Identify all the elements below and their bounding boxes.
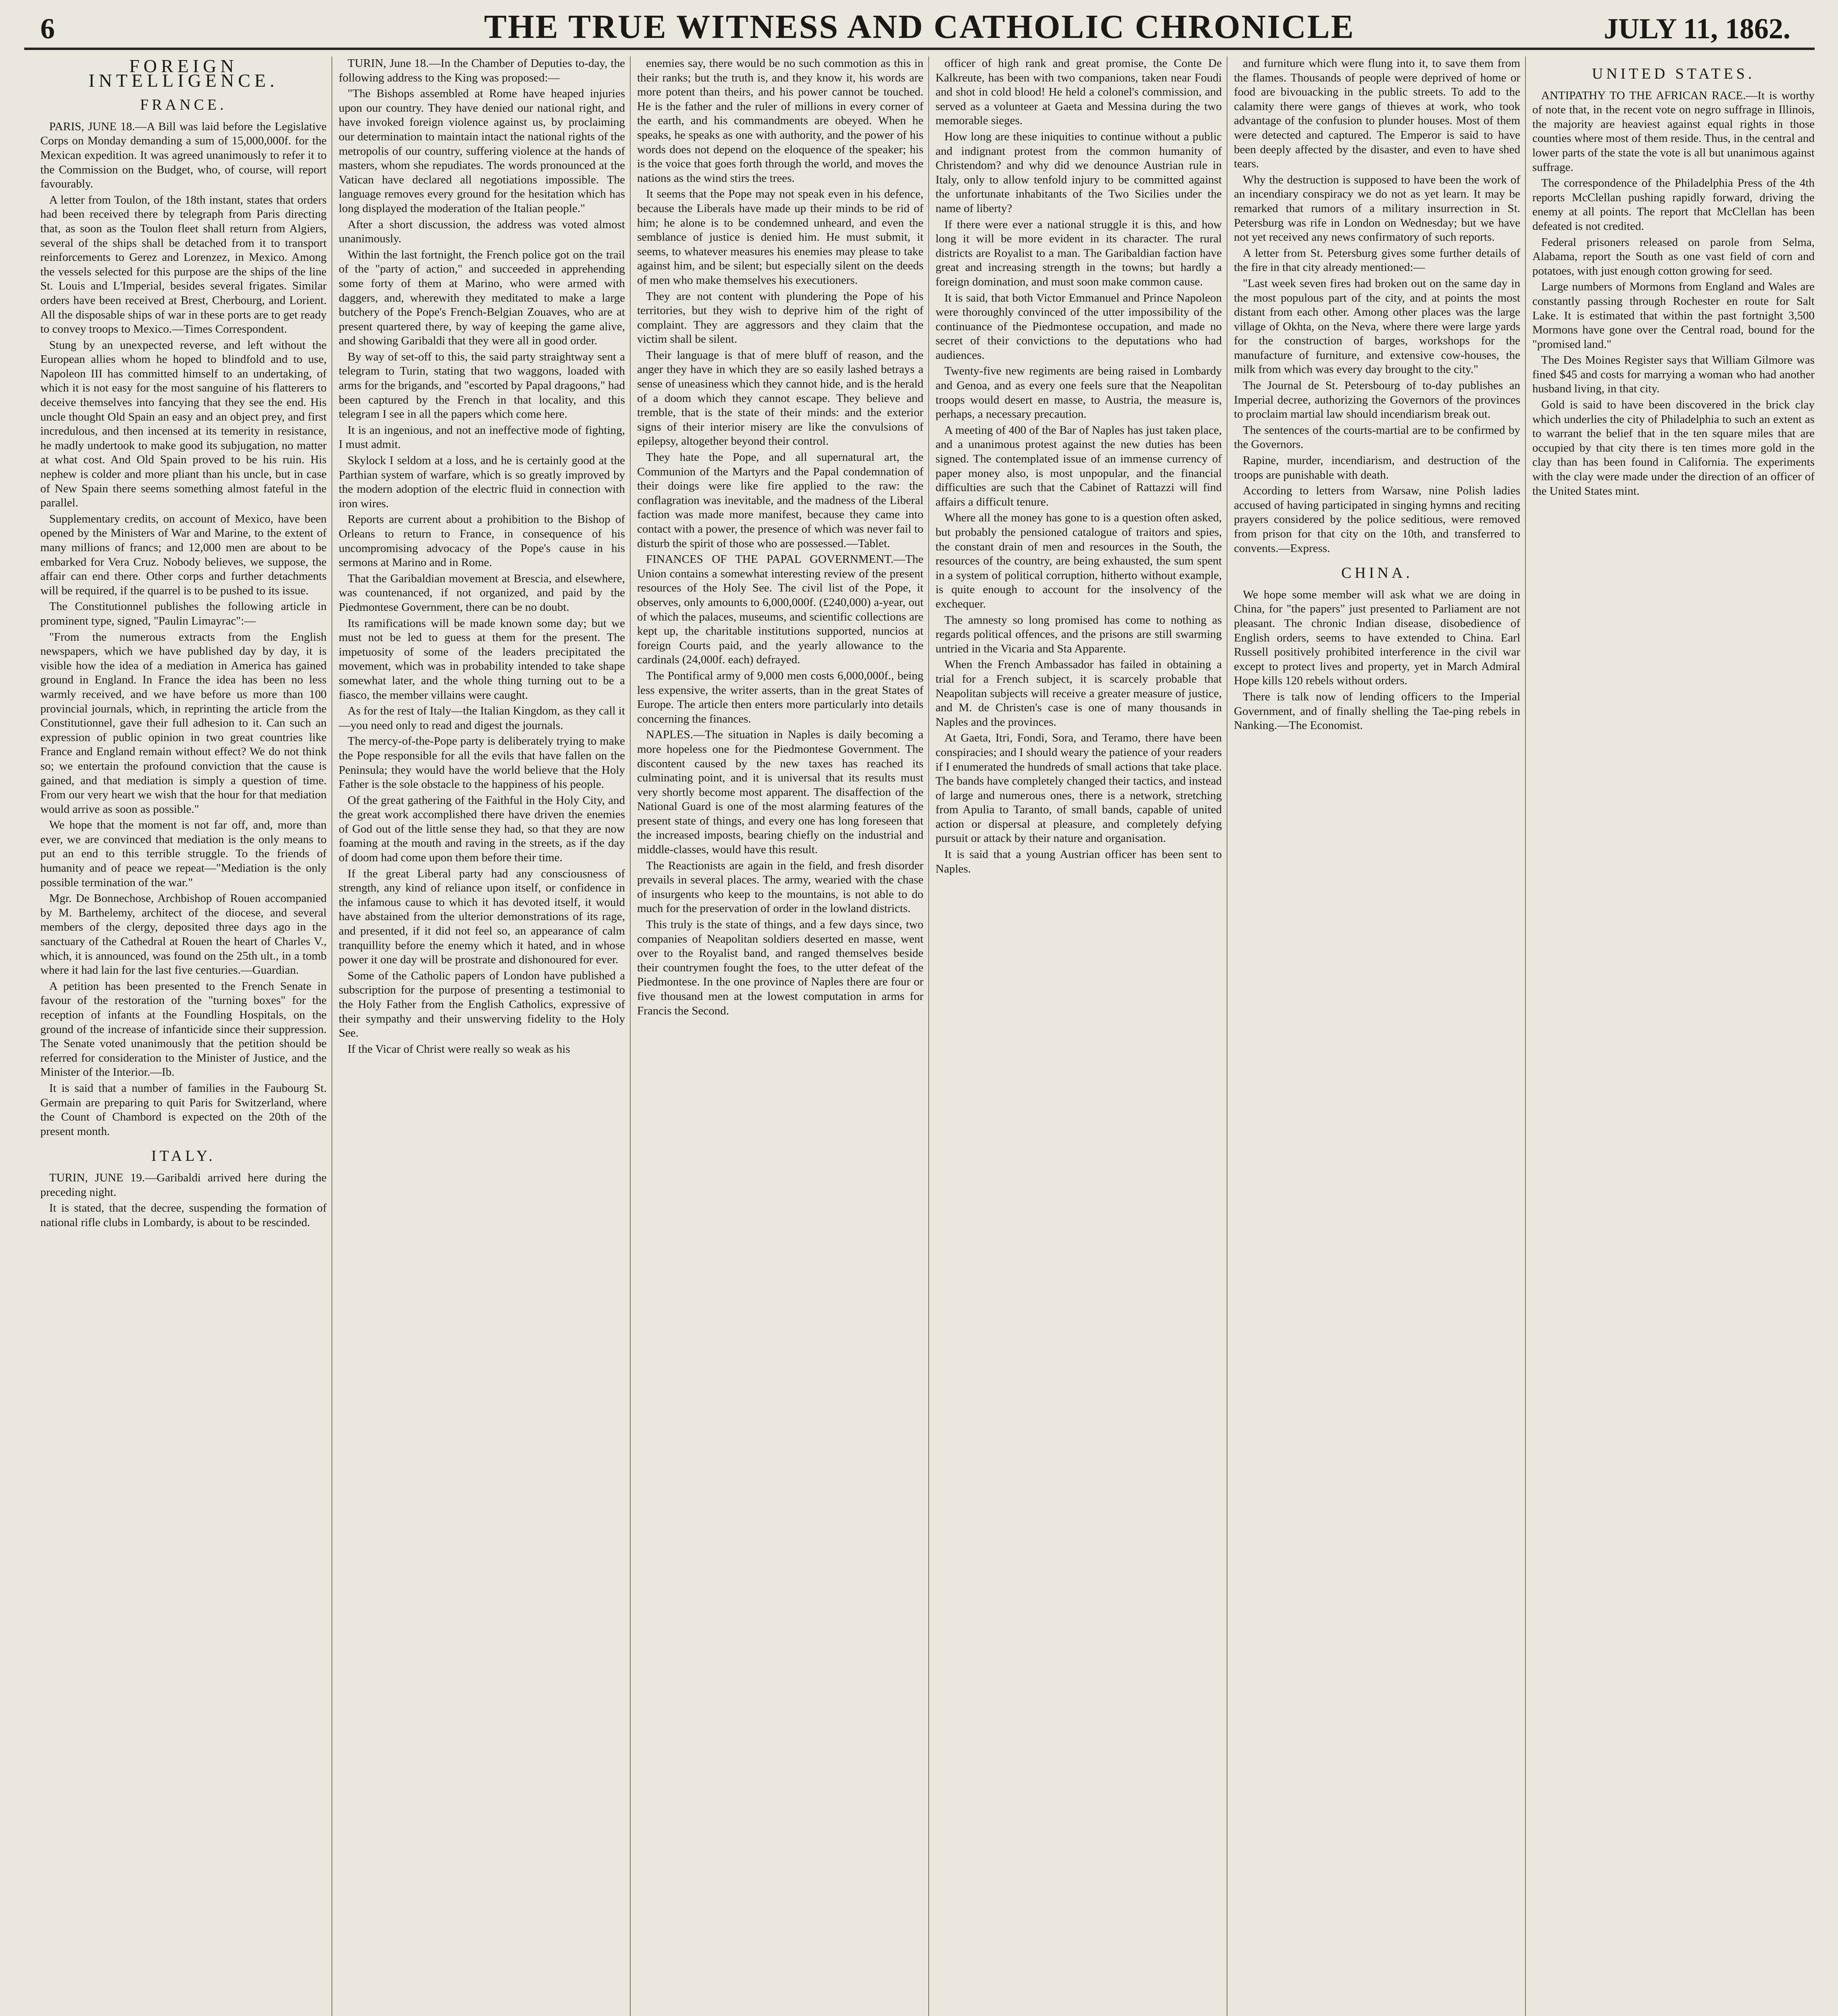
article-paragraph: "Last week seven fires had broken out on the same day in the most populous part of the city, and at points the most distant from each other. Among other places was the large village of Okhta, on the Neva, where there were large yards for the construction of barges, workshops for the manufacture of furniture, and extensive cow-houses, the milk from which was every day brought to the city." <box>1234 277 1520 376</box>
article-paragraph: It seems that the Pope may not speak even in his defence, because the Liberals have made up their minds to be rid of him; he alone is to be condemned unheard, and even the semblance of justice is denied him. He must submit, it seems, to whatever measures his enemies may please to take against him, and be silent; but especially silent on the deeds of men who make themselves his executioners. <box>637 187 923 287</box>
masthead <box>24 4 1815 48</box>
article-paragraph: Federal prisoners released on parole from Selma, Alabama, report the South as one vast field of corn and potatoes, with just enough cotton growing for seed. <box>1532 235 1815 277</box>
article-paragraph: "The Bishops assembled at Rome have heaped injuries upon our country. They have denied our national right, and have invoked foreign violence against us, by proclaiming our determination to maintain intact the national rights of the metropolis of our country, suffering violence at the hands of masters, whom she repudiates. The words pronounced at the Vatican have declared all negotiations impossible. The language removes every ground for the hesitation which has long displayed the moderation of the Italian people." <box>339 87 625 215</box>
article-paragraph: They hate the Pope, and all supernatural art, the Communion of the Martyrs and the Papal condemnation of their doings were like fire applied to the raw: the conflagration was inevitable, and the madness of the Liberal faction was made more manifest, because they came into contact with a power, the presence of which was never fail to disturb the spirit of those who are possessed.—Tablet. <box>637 451 923 550</box>
article-paragraph: Skylock I seldom at a loss, and he is certainly good at the Parthian system of warfare, which is so greatly improved by the modern adoption of the electric fluid in connection with iron wires. <box>339 454 625 510</box>
article-paragraph: At Gaeta, Itri, Fondi, Sora, and Teramo, there have been conspiracies; and I should weary the patience of your readers if I enumerated the hundreds of small actions that take place. The bands have completely changed their tactics, and instead of large and numerous ones, there is a network, stretching from Apulia to Taranto, of small bands, capable of united action or dispersal at pleasure, and completely defying pursuit or attack by their nature and organisation. <box>936 731 1222 845</box>
article-paragraph: A meeting of 400 of the Bar of Naples has just taken place, and a unanimous protest against the new duties has been signed. The contemplated issue of an immense currency of paper money also, is most unpopular, and the financial difficulties are such that the Cabinet of Rattazzi will find affairs a difficult tenure. <box>936 423 1222 508</box>
section-heading-united-states: UNITED STATES. <box>1592 65 1755 82</box>
article-paragraph: If there were ever a national struggle it is this, and how long it will be more evident in its character. The rural districts are Royalist to a man. The Garibaldian faction have great and increasing strength in the towns; but hardly a foreign domination, and must soon make common cause. <box>936 218 1222 288</box>
article-paragraph: The Des Moines Register says that William Gilmore was fined $45 and costs for marrying a woman who had another husband living, in that city. <box>1532 354 1815 396</box>
column-divider <box>331 56 332 2016</box>
section-heading-france: FRANCE. <box>140 96 227 114</box>
article-paragraph: If the great Liberal party had any consciousness of strength, any kind of reliance upon itself, or confidence in the infamous cause to which it has devoted itself, it would have abstained from the ulterior demonstrations of its rage, and presented, if it did not feel so, an appearance of calm tranquillity before the enemy which it hated, and in whose power it one day will be prostrate and dishonoured for ever. <box>339 867 625 966</box>
article-paragraph: It is said that a number of families in the Faubourg St. Germain are preparing to quit Paris for Switzerland, where the Count of Chambord is expected on the 20th of the present month. <box>40 1081 327 1138</box>
article-paragraph: TURIN, JUNE 19.—Garibaldi arrived here during the preceding night. <box>40 1171 327 1199</box>
article-paragraph: That the Garibaldian movement at Brescia, and elsewhere, was countenanced, if not organized, and paid by the Piedmontese Government, there can be no doubt. <box>339 572 625 614</box>
article-paragraph: It is said, that both Victor Emmanuel and Prince Napoleon were thoroughly convinced of the utter impossibility of the continuance of the Piedmontese occupation, and made no secret of their convictions to the deputations who had audiences. <box>936 291 1222 362</box>
article-paragraph: Why the destruction is supposed to have been the work of an incendiary conspiracy we do not as yet learn. It may be remarked that rumors of a military insurrection in St. Petersburg was rife in London on Wednesday; but we have not yet received any news confirmatory of such reports. <box>1234 173 1520 244</box>
column-4 <box>936 56 1222 2016</box>
article-paragraph: It is an ingenious, and not an ineffective mode of fighting, I must admit. <box>339 423 625 451</box>
article-paragraph: As for the rest of Italy—the Italian Kingdom, as they call it—you need only to read and digest the journals. <box>339 704 625 732</box>
article-paragraph: How long are these iniquities to continue without a public and indignant protest from the common humanity of Christendom? and why did we denounce Austrian rule in Italy, only to allow tenfold injury to be committed against the unfortunate inhabitants of the Two Sicilies under the name of liberty? <box>936 130 1222 215</box>
article-paragraph: NAPLES.—The situation in Naples is daily becoming a more hopeless one for the Piedmontese Government. The discontent caused by the new taxes has reached its culminating point, and it is universal that its results must very shortly become most apparent. The disaffection of the National Guard is one of the most alarming features of the present state of things, and every one has long foreseen that the increased imposts, bearing chiefly on the industrial and middle-classes, would have this result. <box>637 728 923 856</box>
article-paragraph: and furniture which were flung into it, to save them from the flames. Thousands of people were deprived of home or food are bivouacking in the public streets. To add to the calamity there were gangs of thieves at work, who took advantage of the confusion to plunder houses. Most of them were detected and captured. The Emperor is said to have been deeply affected by the disaster, and even to have shed tears. <box>1234 57 1520 171</box>
article-paragraph: The Constitutionnel publishes the following article in prominent type, signed, "Paulin Limayrac":— <box>40 600 327 627</box>
article-paragraph: Within the last fortnight, the French police got on the trail of the "party of action," and succeeded in apprehending some forty of them at Marino, who were armed with daggers, and, wherewith they meditated to make a large butchery of the Pope's French-Belgian Zouaves, who are at present quartered there, by way of keeping the game alive, and showing Garibaldi that they were all in good order. <box>339 248 625 348</box>
column-body <box>936 56 1222 876</box>
article-paragraph: It is said that a young Austrian officer has been sent to Naples. <box>936 848 1222 875</box>
article-paragraph: Their language is that of mere bluff of reason, and the anger they have in which they are so easily lashed betrays a sense of uneasiness which they cannot hide, and is the herald of a doom which they cannot escape. They believe and tremble, that is the state of their minds: and the exterior signs of their interior misery are like the convulsions of epilepsy, altogether beyond their control. <box>637 348 923 448</box>
article-paragraph: We hope that the moment is not far off, and, more than ever, we are convinced that mediation is the only means to put an end to this terrible struggle. To the friends of humanity and of peace we repeat—"Mediation is the only possible termination of the war." <box>40 818 327 889</box>
article-paragraph: It is stated, that the decree, suspending the formation of national rifle clubs in Lombardy, is about to be rescinded. <box>40 1202 327 1229</box>
article-paragraph: There is talk now of lending officers to the Imperial Government, and of finally shelling the Tae-ping rebels in Nanking.—The Economist. <box>1234 690 1520 732</box>
article-paragraph: Mgr. De Bonnechose, Archbishop of Rouen accompanied by M. Barthelemy, architect of the diocese, and several members of the clergy, deposited three days ago in the sanctuary of the Cathedral at Rouen the heart of Charles V., which, it is announced, was found on the 25th ult., in a tomb where it had lain for the last five centuries.—Guardian. <box>40 892 327 977</box>
article-paragraph: After a short discussion, the address was voted almost unanimously. <box>339 218 625 246</box>
section-heading-china: CHINA. <box>1341 564 1413 582</box>
article-paragraph: Some of the Catholic papers of London have published a subscription for the purpose of presenting a testimonial to the Holy Father from the English Catholics, expressive of their sympathy and their unswerving fidelity to the Holy See. <box>339 969 625 1040</box>
article-paragraph: Where all the money has gone to is a question often asked, but probably the pensioned catalogue of traitors and spies, the constant drain of men and resources in the South, the resources of the country, are being exhausted, the sum spent in a system of political corruption, hitherto without example, is quite enough to account for the insolvency of the exchequer. <box>936 511 1222 610</box>
article-paragraph: Twenty-five new regiments are being raised in Lombardy and Genoa, and as every one feels sure that the Neapolitan troops would desert en masse, to Austria, the measure is, perhaps, a necessary precaution. <box>936 364 1222 421</box>
column-body <box>40 120 327 1139</box>
column-divider <box>630 56 631 2016</box>
article-paragraph: They are not content with plundering the Pope of his territories, but they wish to deprive him of the right of complaint. They are aggressors and they claim that the victim shall be silent. <box>637 289 923 346</box>
article-paragraph: The correspondence of the Philadelphia Press of the 4th reports McClellan pushing rapidly forward, driving the enemy at all points. The report that McClellan has been defeated is not credited. <box>1532 177 1815 233</box>
column-divider <box>1525 56 1526 2016</box>
article-paragraph: The Reactionists are again in the field, and fresh disorder prevails in several places. The army, wearied with the chase of insurgents who keep to the mountains, is not able to do much for the preservation of order in the lowland districts. <box>637 859 923 915</box>
article-paragraph: officer of high rank and great promise, the Conte De Kalkreute, has been with two companions, taken near Foudi and shot in cold blood! He held a colonel's commission, and served as a volunteer at Gaeta and Messina during the two memorable sieges. <box>936 57 1222 127</box>
article-paragraph: Reports are current about a prohibition to the Bishop of Orleans to return to France, in consequence of his uncompromising advocacy of the Pope's cause in his sermons at Marino and in Rome. <box>339 513 625 569</box>
article-paragraph: A letter from Toulon, of the 18th instant, states that orders had been received there by telegraph from Paris directing that, as soon as the Toulon fleet shall return from Algiers, several of the ships shall be detached from it to transport reinforcements to Gerez and Lorenzez, in Mexico. Among the vessels selected for this purpose are the ships of the line St. Louis and L'Imperial, besides several frigates. Similar orders have been received at Brest, Cherbourg, and Lorient. All the disposable ships of war in these ports are to get ready to convey troops to Mexico.—Times Correspondent. <box>40 193 327 336</box>
article-paragraph: The mercy-of-the-Pope party is deliberately trying to make the Pope responsible for all the evils that have fallen on the Peninsula; they would have the world believe that the Holy Father is the sole obstacle to the happiness of his people. <box>339 735 625 791</box>
column-3 <box>637 56 923 2016</box>
article-paragraph: The Journal de St. Petersbourg of to-day publishes an Imperial decree, authorizing the Governors of the provinces to proclaim martial law should incendiarism break out. <box>1234 379 1520 421</box>
column-body-china <box>1234 588 1520 733</box>
column-body <box>637 56 923 1018</box>
article-paragraph: The sentences of the courts-martial are to be confirmed by the Governors. <box>1234 423 1520 451</box>
article-paragraph: If the Vicar of Christ were really so weak as his <box>348 1042 570 1056</box>
article-paragraph: PARIS, JUNE 18.—A Bill was laid before the Legislative Corps on Monday demanding a sum of 15,000,000f. for the Mexican expedition. It was agreed unanimously to refer it to the Commission on the Budget, who, of course, will report favourably. <box>40 120 327 191</box>
column-body <box>1234 56 1520 556</box>
article-paragraph: "From the numerous extracts from the English newspapers, which we have published day by day, it is visible how the idea of a mediation in America has gained ground in England. In France the idea has been no less warmly received, and we have before us more than 100 provincial journals, which, in reprinting the article from the Constitutionnel, gave their full adhesion to it. Can such an expression of public opinion in two great countries like France and England remain without effect? We do not think so; we entertain the profound conviction that the cause is gained, and that mediation is simply a question of time. From our very heart we wish that the hour for that mediation would arrive as soon as possible." <box>40 630 327 816</box>
issue-date: JULY 11, 1862. <box>1604 12 1790 45</box>
masthead-rule <box>24 48 1815 50</box>
column-body-italy <box>40 1171 327 1230</box>
article-paragraph: Of the great gathering of the Faithful in the Holy City, and the great work accomplished there have driven the enemies of God out of the little sense they had, so that they are now foaming at the mouth and raving in the streets, as if the day of doom had come upon them before their time. <box>339 793 625 864</box>
newspaper-title: THE TRUE WITNESS AND CATHOLIC CHRONICLE <box>484 8 1355 46</box>
article-paragraph: Gold is said to have been discovered in the brick clay which underlies the city of Philadelphia to such an extent as to warrant the belief that in the ten square miles that are occupied by that city there is ten times more gold in the clay than has been found in California. The experiments with the clay were made under the direction of an officer of the United States mint. <box>1532 398 1815 498</box>
column-divider <box>928 56 929 2016</box>
column-5 <box>1234 56 1520 2016</box>
article-paragraph: enemies say, there would be no such commotion as this in their ranks; but the truth is, and they know it, his words are more potent than theirs, and his power cannot be touched. He is the father and the ruler of millions in every corner of the earth, and his commandments are obeyed. When he speaks, he speaks as one with authority, and the power of his words does not depend on the eloquence of the speaker; his is the voice that goes forth through the world, and moves the nations as the wind stirs the trees. <box>637 57 923 185</box>
article-paragraph: When the French Ambassador has failed in obtaining a trial for a French subject, it is scarcely probable that Neapolitan subjects will receive a greater measure of justice, and M. de Christen's case is one of many thousands in Naples and the provinces. <box>936 658 1222 729</box>
article-paragraph: This truly is the state of things, and a few days since, two companies of Neapolitan soldiers deserted en masse, went over to the Royalist band, and ranged themselves beside their countrymen fought the foes, to the utter defeat of the Piedmontese. In the one province of Naples there are four or five thousand men at the lowest computation in arms for Francis the Second. <box>637 918 923 1017</box>
article-paragraph: ANTIPATHY TO THE AFRICAN RACE.—It is worthy of note that, in the recent vote on negro suffrage in Illinois, the majority are heaviest against equal rights in those counties where most of them reside. Thus, in the central and lower parts of the state the vote is all but unanimous against suffrage. <box>1532 89 1815 174</box>
article-paragraph: By way of set-off to this, the said party straightway sent a telegram to Turin, stating that two waggons, loaded with arms for the brigands, and "escorted by Papal dragoons," had been captured by the French in that locality, and this telegram I see in all the papers which come here. <box>339 350 625 421</box>
article-paragraph: We hope some member will ask what we are doing in China, for "the papers" just presented to Parliament are not pleasant. The chronic Indian disease, disobedience of English orders, seems to have extended to China. Earl Russell positively prohibited interference in the civil war except to protect lives and property, yet in March Admiral Hope kills 120 rebels without orders. <box>1234 588 1520 687</box>
article-paragraph: According to letters from Warsaw, nine Polish ladies accused of having participated in singing hymns and reciting prayers considered by the police seditious, were removed from prison for that city on the 10th, and transferred to convents.—Express. <box>1234 484 1520 555</box>
column-1 <box>40 56 327 2016</box>
column-6 <box>1532 56 1815 2016</box>
column-2 <box>339 56 625 2016</box>
page-number: 6 <box>40 12 55 45</box>
article-paragraph: The Pontifical army of 9,000 men costs 6,000,000f., being less expensive, the writer asserts, than in the great States of Europe. The article then enters more particularly into details concerning the finances. <box>637 669 923 725</box>
article-paragraph: Supplementary credits, on account of Mexico, have been opened by the Ministers of War and Marine, to the extent of many millions of francs; and 12,000 men are about to be embarked for Vera Cruz. Nobody believes, we suppose, the affair can end there. Other corps and further detachments will be required, if the quarrel is to be pushed to its issue. <box>40 512 327 597</box>
section-heading-italy: ITALY. <box>151 1148 216 1165</box>
article-paragraph: TURIN, June 18.—In the Chamber of Deputies to-day, the following address to the King was proposed:— <box>339 57 625 84</box>
article-paragraph: A letter from St. Petersburg gives some further details of the fire in that city already mentioned:— <box>1234 246 1520 274</box>
section-heading-foreign-intelligence: FOREIGN INTELLIGENCE. <box>88 56 279 91</box>
article-paragraph: Large numbers of Mormons from England and Wales are constantly passing through Rochester en route for Salt Lake. It is estimated that within the past fortnight 3,500 Mormons have gone over the Central road, bound for the "promised land." <box>1532 280 1815 351</box>
article-paragraph: FINANCES OF THE PAPAL GOVERNMENT.—The Union contains a somewhat interesting review of the present resources of the Holy See. The civil list of the Pope, it observes, only amounts to 6,000,000f. (£240,000) a-year, out of which the palaces, museums, and scientific collections are kept up, the charitable institutions supported, nuncios at foreign Courts paid, and the yearly allowance to the cardinals (24,000f. each) defrayed. <box>637 553 923 666</box>
article-paragraph: Stung by an unexpected reverse, and left without the European allies whom he hoped to blindfold and to use, Napoleon III has committed himself to an undertaking, of which it is not easy for the most sanguine of his flatterers to deceive themselves into fancying that they see the end. His uncle thought Old Spain an easy and an object prey, and first incredulous, and then incensed at its temerity in resistance, he madly undertook to make good its subjugation, no matter at what cost. And Old Spain proved to be his ruin. His nephew is colder and more pliant than his uncle, but in case of New Spain there seems something almost fateful in the parallel. <box>40 338 327 510</box>
column-body <box>339 56 625 1056</box>
article-paragraph: The amnesty so long promised has come to nothing as regards political offences, and the prisons are still swarming untried in the Vicaria and Sta Apparente. <box>936 613 1222 655</box>
article-paragraph: Its ramifications will be made known some day; but we must not be led to guess at them for the present. The impetuosity of some of the leaders precipitated the movement, which was in probability intended to take shape somewhat later, and the whole thing turning out to be a fiasco, the member villains were caught. <box>339 616 625 702</box>
article-paragraph: Rapine, murder, incendiarism, and destruction of the troops are punishable with death. <box>1234 454 1520 481</box>
article-paragraph: A petition has been presented to the French Senate in favour of the restoration of the "turning boxes" for the reception of infants at the Foundling Hospitals, on the ground of the increase of infanticide since their suppression. The Senate voted unanimously that the petition should be referred for consideration to the Minister of Justice, and the Minister of the Interior.—Ib. <box>40 979 327 1079</box>
column-body-united-states <box>1532 89 1815 499</box>
